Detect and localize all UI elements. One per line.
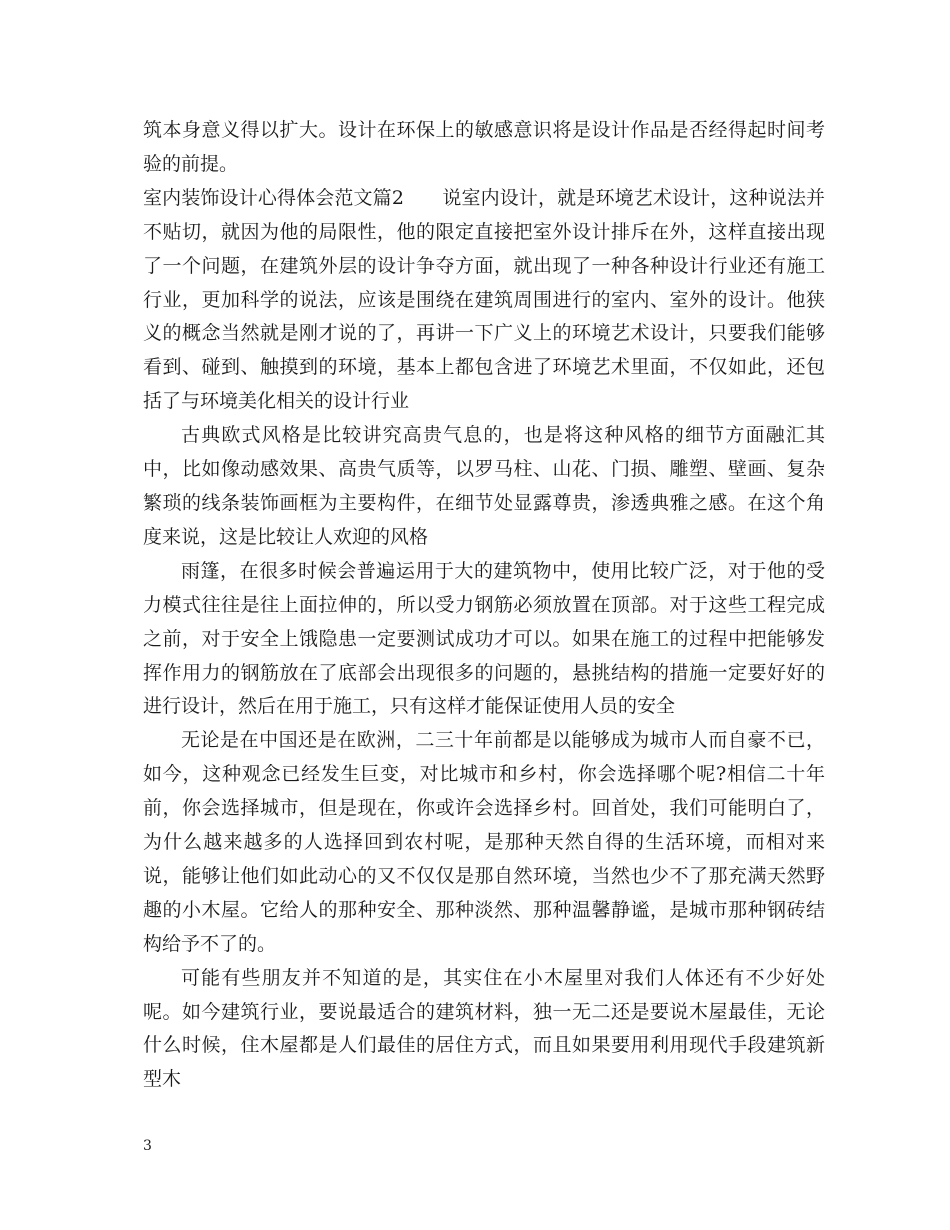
paragraph-4: 雨篷，在很多时候会普遍运用于大的建筑物中，使用比较广泛，对于他的受力模式往往是往上面拉伸的，所以受力钢筋必须放置在顶部。对于这些工程完成之前，对于安全上饿隐患一定要测试成功才可以。如果在施工的过程中把能够发挥作用力的钢筋放在了底部会出现很多的问题的，悬挑结构的措施一定要好好的进行设计，然后在用于施工，只有这样才能保证使用人员的安全 [143, 559, 825, 718]
page-number: 3 [143, 1138, 152, 1154]
paragraph-6: 可能有些朋友并不知道的是，其实住在小木屋里对我们人体还有不少好处呢。如今建筑行业，要说最适合的建筑材料，独一无二还是要说木屋最佳，无论什么时候，住木屋都是人们最佳的居住方式，而且如果要用利用现代手段建筑新型木 [143, 966, 825, 1091]
body-text [143, 114, 825, 1097]
paragraph-1: 筑本身意义得以扩大。设计在环保上的敏感意识将是设计作品是否经得起时间考验的前提。 [143, 119, 825, 175]
paragraph-3: 古典欧式风格是比较讲究高贵气息的，也是将这种风格的细节方面融汇其中，比如像动感效果、高贵气质等，以罗马柱、山花、门损、雕塑、壁画、复杂繁琐的线条装饰画框为主要构件，在细节处显露尊贵，渗透典雅之感。在这个角度来说，这是比较让人欢迎的风格 [143, 424, 825, 548]
paragraph-2: 室内装饰设计心得体会范文篇2 说室内设计，就是环境艺术设计，这种说法并不贴切，就因为他的局限性，他的限定直接把室外设计排斥在外，这样直接出现了一个问题，在建筑外层的设计争夺方面，就出现了一种各种设计行业还有施工行业，更加科学的说法，应该是围绕在建筑周围进行的室内、室外的设计。他狭义的概念当然就是刚才说的了，再讲一下广义上的环境艺术设计，只要我们能够看到、碰到、触摸到的环境，基本上都包含进了环境艺术里面，不仅如此，还包括了与环境美化相关的设计行业 [143, 186, 825, 413]
paragraph-5: 无论是在中国还是在欧洲，二三十年前都是以能够成为城市人而自豪不已，如今，这种观念已经发生巨变，对比城市和乡村，你会选择哪个呢?相信二十年前，你会选择城市，但是现在，你或许会选择乡村。回首处，我们可能明白了，为什么越来越多的人选择回到农村呢，是那种天然自得的生活环境，而相对来说，能够让他们如此动心的又不仅仅是那自然环境，当然也少不了那充满天然野趣的小木屋。它给人的那种安全、那种淡然、那种温馨静谧，是城市那种钢砖结构给予不了的。 [143, 729, 825, 955]
